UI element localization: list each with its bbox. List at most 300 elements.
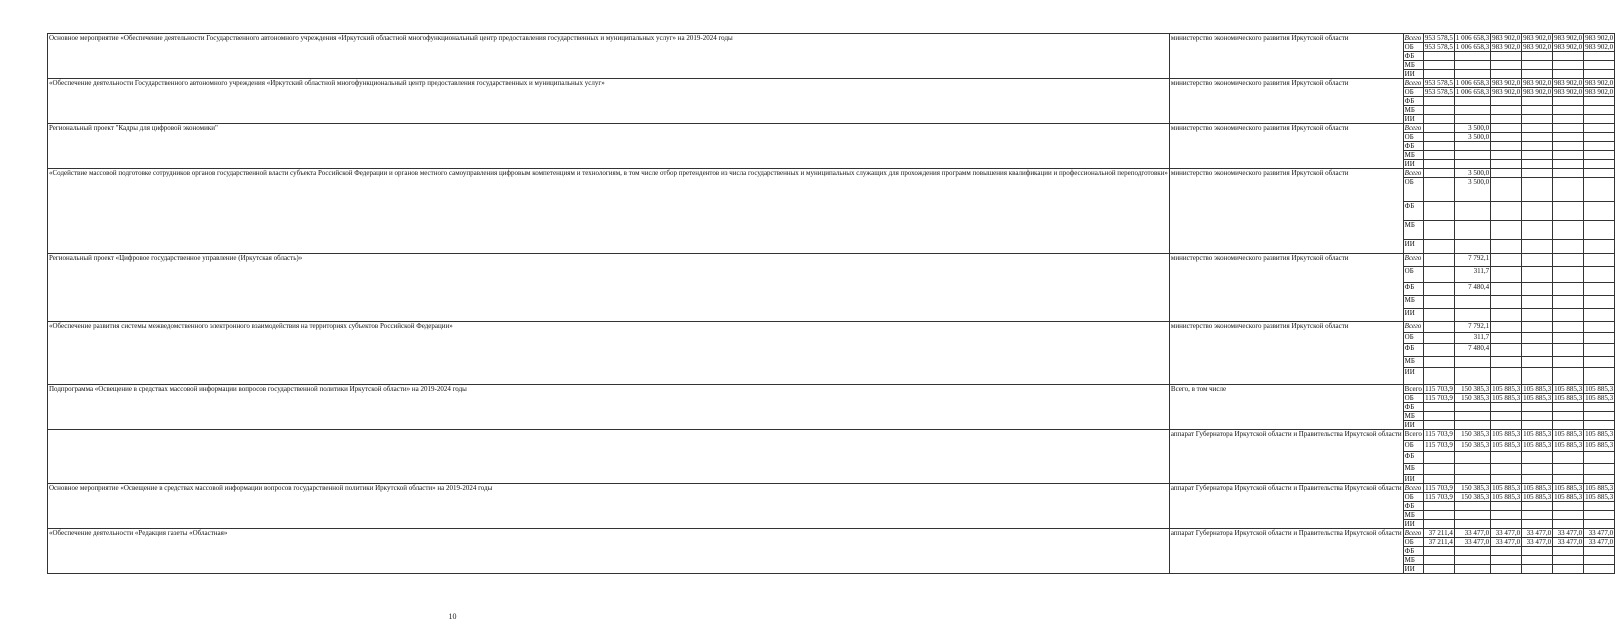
amount-cell bbox=[1423, 254, 1454, 267]
executor-name: министерство экономического развития Иркутской области bbox=[1169, 79, 1403, 124]
amount-cell: 953 578,5 bbox=[1424, 88, 1453, 96]
amount-cell bbox=[1553, 240, 1584, 254]
amount-cell: 37 211,4 bbox=[1423, 529, 1454, 538]
amount-cell bbox=[1423, 452, 1454, 464]
amount-cell bbox=[1491, 61, 1522, 70]
funding-source: ИИ bbox=[1403, 368, 1423, 385]
funding-source: ФБ bbox=[1403, 403, 1423, 412]
amount-cell bbox=[1553, 565, 1584, 574]
executor-name: министерство экономического развития Иркутской области bbox=[1169, 124, 1403, 169]
amount-cell bbox=[1584, 97, 1615, 106]
executor-name: министерство экономического развития Иркутской области bbox=[1169, 322, 1403, 385]
funding-source: МБ bbox=[1403, 61, 1423, 70]
amount-cell: 150 385,3 bbox=[1454, 493, 1490, 502]
amount-cell bbox=[1584, 283, 1615, 296]
amount-cell bbox=[1454, 520, 1490, 529]
amount-cell bbox=[1423, 202, 1454, 221]
amount-cell: 983 902,0 bbox=[1523, 79, 1552, 87]
amount-cell bbox=[1491, 70, 1522, 79]
funding-source: ОБ bbox=[1403, 333, 1423, 344]
amount-cell: 115 703,9 bbox=[1423, 441, 1454, 452]
amount-cell bbox=[1491, 452, 1522, 464]
amount-cell bbox=[1553, 124, 1584, 133]
amount-cell: 983 902,0 bbox=[1554, 88, 1583, 96]
amount-cell bbox=[1522, 169, 1553, 178]
amount-cell bbox=[1553, 142, 1584, 151]
amount-cell bbox=[1423, 556, 1454, 565]
amount-cell bbox=[1522, 547, 1553, 556]
amount-cell bbox=[1553, 254, 1584, 267]
amount-cell bbox=[1454, 452, 1490, 464]
amount-cell bbox=[1491, 283, 1522, 296]
table-row bbox=[48, 79, 1615, 88]
amount-cell: 33 477,0 bbox=[1454, 538, 1490, 547]
amount-cell: 983 902,0 bbox=[1585, 88, 1614, 96]
funding-table bbox=[47, 33, 1615, 574]
amount-cell bbox=[1454, 511, 1490, 520]
amount-cell bbox=[1454, 142, 1490, 151]
funding-source: ФБ bbox=[1403, 202, 1423, 221]
amount-cell bbox=[1423, 475, 1454, 484]
amount-cell: 37 211,4 bbox=[1423, 538, 1454, 547]
funding-source: ИИ bbox=[1403, 475, 1423, 484]
amount-cell: 983 902,0 bbox=[1492, 34, 1521, 42]
amount-cell bbox=[1584, 115, 1615, 124]
activity-name: Подпрограмма «Освещение в средствах массовой информации вопросов государственной политики Иркутской области» на 2019-2024 годы bbox=[48, 385, 1170, 430]
amount-cell bbox=[1522, 178, 1553, 202]
activity-name: «Обеспечение развития системы межведомственного электронного взаимодействия на территориях субъектов Российской Федерации» bbox=[48, 322, 1170, 385]
amount-cell bbox=[1491, 178, 1522, 202]
amount-cell bbox=[1553, 464, 1584, 475]
amount-cell bbox=[1522, 283, 1553, 296]
amount-cell bbox=[1522, 97, 1553, 106]
amount-cell bbox=[1491, 368, 1522, 385]
amount-cell bbox=[1584, 452, 1615, 464]
amount-cell: 105 885,3 bbox=[1492, 394, 1521, 402]
amount-cell bbox=[1553, 547, 1584, 556]
amount-cell bbox=[1584, 547, 1615, 556]
amount-cell bbox=[1454, 502, 1490, 511]
amount-cell bbox=[1584, 160, 1615, 169]
funding-source: МБ bbox=[1403, 106, 1423, 115]
amount-cell: 105 885,3 bbox=[1585, 385, 1614, 393]
amount-cell: 983 902,0 bbox=[1492, 43, 1521, 51]
amount-cell bbox=[1553, 160, 1584, 169]
funding-source: ФБ bbox=[1403, 97, 1423, 106]
amount-cell: 105 885,3 bbox=[1585, 394, 1614, 402]
amount-cell bbox=[1584, 169, 1615, 178]
amount-cell bbox=[1522, 556, 1553, 565]
amount-cell bbox=[1584, 565, 1615, 574]
amount-cell bbox=[1553, 115, 1584, 124]
amount-cell bbox=[1553, 502, 1584, 511]
amount-cell bbox=[1584, 240, 1615, 254]
activity-name: Основное мероприятие «Освещение в средствах массовой информации вопросов государственной политики Иркутской области» на 2019-2024 годы bbox=[48, 484, 1170, 529]
amount-cell bbox=[1522, 160, 1553, 169]
amount-cell: 115 703,9 bbox=[1425, 484, 1453, 492]
amount-cell bbox=[1454, 475, 1490, 484]
amount-cell bbox=[1553, 556, 1584, 565]
amount-cell bbox=[1491, 556, 1522, 565]
amount-cell bbox=[1584, 142, 1615, 151]
amount-cell: 953 578,5 bbox=[1424, 34, 1453, 42]
amount-cell: 105 885,3 bbox=[1522, 441, 1553, 452]
funding-source: ИИ bbox=[1403, 240, 1423, 254]
amount-cell bbox=[1491, 115, 1522, 124]
amount-cell bbox=[1423, 502, 1454, 511]
amount-cell: 105 885,3 bbox=[1491, 441, 1522, 452]
activity-name: Региональный проект «Цифровое государственное управление (Иркутская область)» bbox=[48, 254, 1170, 322]
amount-cell bbox=[1553, 475, 1584, 484]
amount-cell bbox=[1584, 357, 1615, 368]
amount-cell bbox=[1423, 421, 1454, 430]
amount-cell: 311,7 bbox=[1454, 333, 1490, 344]
amount-cell bbox=[1553, 412, 1584, 421]
activity-name: Основное мероприятие «Обеспечение деятельности Государственного автономного учреждения «Иркутский областной многофункциональный центр предоставления государственных и муниципальных услуг» на 2019-2024 годы bbox=[48, 34, 1170, 79]
amount-cell bbox=[1522, 565, 1553, 574]
amount-cell: 33 477,0 bbox=[1584, 529, 1615, 538]
funding-source: Всего bbox=[1403, 169, 1423, 178]
funding-source: ФБ bbox=[1403, 142, 1423, 151]
amount-cell bbox=[1584, 368, 1615, 385]
amount-cell bbox=[1553, 221, 1584, 240]
amount-cell: 7 480,4 bbox=[1454, 283, 1490, 296]
activity-name: «Обеспечение деятельности Государственного автономного учреждения «Иркутский областной многофункциональный центр предоставления государственных и муниципальных услуг» bbox=[48, 79, 1170, 124]
page-number: 10 bbox=[448, 612, 457, 621]
amount-cell bbox=[1522, 151, 1553, 160]
executor-name: министерство экономического развития Иркутской области bbox=[1169, 254, 1403, 322]
amount-cell bbox=[1522, 322, 1553, 333]
amount-cell bbox=[1584, 421, 1615, 430]
amount-cell: 105 885,3 bbox=[1492, 493, 1521, 501]
amount-cell bbox=[1522, 124, 1553, 133]
amount-cell bbox=[1553, 403, 1584, 412]
funding-source: ОБ bbox=[1403, 43, 1423, 52]
amount-cell bbox=[1454, 309, 1490, 322]
amount-cell bbox=[1491, 97, 1522, 106]
amount-cell bbox=[1454, 464, 1490, 475]
amount-cell: 1 006 658,3 bbox=[1455, 34, 1490, 42]
amount-cell bbox=[1584, 178, 1615, 202]
amount-cell bbox=[1522, 142, 1553, 151]
amount-cell bbox=[1491, 221, 1522, 240]
amount-cell bbox=[1454, 556, 1490, 565]
table-row bbox=[48, 385, 1615, 394]
funding-source: ОБ bbox=[1403, 88, 1423, 97]
amount-cell bbox=[1584, 322, 1615, 333]
amount-cell: 1 006 658,3 bbox=[1455, 88, 1490, 96]
amount-cell: 33 477,0 bbox=[1491, 538, 1522, 547]
amount-cell bbox=[1454, 52, 1490, 61]
amount-cell bbox=[1491, 52, 1522, 61]
table-row bbox=[48, 484, 1615, 493]
amount-cell bbox=[1553, 61, 1584, 70]
amount-cell bbox=[1423, 169, 1454, 178]
amount-cell: 3 500,0 bbox=[1454, 178, 1490, 202]
amount-cell bbox=[1522, 403, 1553, 412]
amount-cell bbox=[1522, 296, 1553, 309]
activity-name bbox=[48, 430, 1170, 484]
amount-cell bbox=[1491, 240, 1522, 254]
amount-cell bbox=[1522, 240, 1553, 254]
amount-cell bbox=[1491, 421, 1522, 430]
amount-cell bbox=[1553, 151, 1584, 160]
amount-cell bbox=[1454, 160, 1490, 169]
amount-cell: 311,7 bbox=[1454, 267, 1490, 283]
amount-cell bbox=[1491, 322, 1522, 333]
amount-cell bbox=[1423, 240, 1454, 254]
amount-cell bbox=[1423, 142, 1454, 151]
amount-cell bbox=[1553, 169, 1584, 178]
amount-cell bbox=[1454, 61, 1490, 70]
amount-cell: 3 500,0 bbox=[1454, 169, 1490, 178]
funding-source: ИИ bbox=[1403, 160, 1423, 169]
amount-cell bbox=[1423, 511, 1454, 520]
funding-source: ФБ bbox=[1403, 547, 1423, 556]
funding-source: МБ bbox=[1403, 464, 1423, 475]
amount-cell bbox=[1584, 296, 1615, 309]
funding-source: ОБ bbox=[1403, 133, 1423, 142]
amount-cell bbox=[1553, 70, 1584, 79]
amount-cell bbox=[1491, 142, 1522, 151]
funding-source: ОБ bbox=[1403, 493, 1423, 502]
funding-source: МБ bbox=[1403, 296, 1423, 309]
amount-cell: 150 385,3 bbox=[1454, 394, 1490, 403]
funding-source: Всего bbox=[1403, 254, 1423, 267]
amount-cell bbox=[1522, 502, 1553, 511]
amount-cell bbox=[1423, 267, 1454, 283]
amount-cell bbox=[1584, 464, 1615, 475]
amount-cell: 105 885,3 bbox=[1554, 385, 1583, 393]
funding-source: ИИ bbox=[1403, 520, 1423, 529]
amount-cell bbox=[1423, 368, 1454, 385]
table-row bbox=[48, 529, 1615, 538]
amount-cell bbox=[1522, 464, 1553, 475]
amount-cell bbox=[1423, 97, 1454, 106]
amount-cell bbox=[1491, 511, 1522, 520]
funding-source: Всего bbox=[1404, 385, 1422, 393]
amount-cell: 150 385,3 bbox=[1454, 430, 1490, 441]
amount-cell: 983 902,0 bbox=[1492, 79, 1521, 87]
amount-cell bbox=[1584, 202, 1615, 221]
amount-cell: 33 477,0 bbox=[1584, 538, 1615, 547]
funding-source: Всего bbox=[1403, 484, 1423, 493]
amount-cell bbox=[1491, 333, 1522, 344]
amount-cell bbox=[1423, 309, 1454, 322]
amount-cell bbox=[1491, 412, 1522, 421]
amount-cell: 983 902,0 bbox=[1554, 34, 1583, 42]
table-row bbox=[48, 254, 1615, 267]
amount-cell bbox=[1553, 368, 1584, 385]
amount-cell bbox=[1491, 502, 1522, 511]
amount-cell bbox=[1491, 106, 1522, 115]
amount-cell bbox=[1491, 464, 1522, 475]
amount-cell bbox=[1522, 357, 1553, 368]
amount-cell: 1 006 658,3 bbox=[1455, 79, 1490, 87]
amount-cell bbox=[1423, 322, 1454, 333]
amount-cell: 105 885,3 bbox=[1554, 394, 1583, 402]
amount-cell bbox=[1491, 169, 1522, 178]
funding-source: ФБ bbox=[1403, 52, 1423, 61]
funding-source: МБ bbox=[1403, 357, 1423, 368]
amount-cell: 105 885,3 bbox=[1585, 484, 1614, 492]
amount-cell bbox=[1491, 357, 1522, 368]
amount-cell bbox=[1522, 70, 1553, 79]
amount-cell bbox=[1423, 115, 1454, 124]
funding-source: Всего bbox=[1403, 124, 1423, 133]
amount-cell bbox=[1584, 556, 1615, 565]
amount-cell bbox=[1584, 412, 1615, 421]
amount-cell bbox=[1584, 151, 1615, 160]
amount-cell: 33 477,0 bbox=[1553, 529, 1584, 538]
amount-cell: 105 885,3 bbox=[1523, 385, 1552, 393]
amount-cell bbox=[1522, 106, 1553, 115]
funding-source: ОБ bbox=[1403, 394, 1423, 403]
amount-cell bbox=[1584, 133, 1615, 142]
amount-cell bbox=[1522, 61, 1553, 70]
amount-cell bbox=[1522, 520, 1553, 529]
amount-cell bbox=[1454, 151, 1490, 160]
amount-cell bbox=[1423, 160, 1454, 169]
amount-cell: 983 902,0 bbox=[1523, 43, 1552, 51]
funding-source: Всего bbox=[1403, 79, 1423, 88]
amount-cell bbox=[1584, 475, 1615, 484]
amount-cell: 983 902,0 bbox=[1585, 79, 1614, 87]
amount-cell bbox=[1553, 202, 1584, 221]
amount-cell: 105 885,3 bbox=[1523, 484, 1552, 492]
executor-name: аппарат Губернатора Иркутской области и Правительства Иркутской области bbox=[1169, 430, 1403, 484]
amount-cell bbox=[1522, 333, 1553, 344]
amount-cell bbox=[1553, 333, 1584, 344]
funding-source: МБ bbox=[1403, 412, 1423, 421]
amount-cell: 7 480,4 bbox=[1454, 344, 1490, 357]
amount-cell bbox=[1584, 511, 1615, 520]
amount-cell: 105 885,3 bbox=[1584, 441, 1615, 452]
amount-cell bbox=[1423, 133, 1454, 142]
amount-cell bbox=[1454, 412, 1490, 421]
amount-cell: 33 477,0 bbox=[1454, 529, 1490, 538]
amount-cell bbox=[1423, 565, 1454, 574]
activity-name: «Обеспечение деятельности «Редакция газеты «Областная» bbox=[48, 529, 1170, 574]
amount-cell bbox=[1491, 151, 1522, 160]
amount-cell: 150 385,3 bbox=[1454, 385, 1490, 394]
table-row bbox=[48, 169, 1615, 178]
table-row bbox=[48, 322, 1615, 333]
amount-cell bbox=[1522, 421, 1553, 430]
funding-source: Всего bbox=[1403, 430, 1423, 441]
amount-cell: 105 885,3 bbox=[1554, 484, 1583, 492]
funding-source: ИИ bbox=[1403, 565, 1423, 574]
amount-cell bbox=[1553, 322, 1584, 333]
amount-cell: 7 792,1 bbox=[1454, 322, 1490, 333]
amount-cell bbox=[1522, 221, 1553, 240]
executor-name: Всего, в том числе bbox=[1169, 385, 1403, 430]
funding-source: Всего bbox=[1403, 529, 1423, 538]
amount-cell bbox=[1522, 202, 1553, 221]
table-row bbox=[48, 430, 1615, 441]
amount-cell bbox=[1423, 357, 1454, 368]
amount-cell bbox=[1584, 309, 1615, 322]
amount-cell: 105 885,3 bbox=[1522, 430, 1553, 441]
amount-cell: 983 902,0 bbox=[1585, 34, 1614, 42]
amount-cell bbox=[1423, 283, 1454, 296]
amount-cell bbox=[1423, 70, 1454, 79]
amount-cell bbox=[1454, 70, 1490, 79]
amount-cell: 983 902,0 bbox=[1523, 88, 1552, 96]
amount-cell bbox=[1553, 296, 1584, 309]
table-row bbox=[48, 124, 1615, 133]
funding-source: ОБ bbox=[1403, 178, 1423, 202]
amount-cell bbox=[1454, 240, 1490, 254]
amount-cell bbox=[1584, 403, 1615, 412]
amount-cell bbox=[1584, 124, 1615, 133]
funding-source: ИИ bbox=[1403, 421, 1423, 430]
amount-cell: 3 500,0 bbox=[1454, 124, 1490, 133]
amount-cell bbox=[1491, 565, 1522, 574]
amount-cell bbox=[1454, 97, 1490, 106]
amount-cell bbox=[1423, 520, 1454, 529]
amount-cell bbox=[1423, 547, 1454, 556]
amount-cell: 983 902,0 bbox=[1585, 43, 1614, 51]
amount-cell bbox=[1522, 309, 1553, 322]
amount-cell bbox=[1454, 296, 1490, 309]
amount-cell bbox=[1584, 344, 1615, 357]
amount-cell: 115 703,9 bbox=[1423, 430, 1454, 441]
amount-cell bbox=[1522, 368, 1553, 385]
amount-cell bbox=[1584, 106, 1615, 115]
amount-cell: 33 477,0 bbox=[1522, 529, 1553, 538]
amount-cell bbox=[1454, 565, 1490, 574]
amount-cell bbox=[1454, 115, 1490, 124]
amount-cell bbox=[1522, 344, 1553, 357]
funding-source: ИИ bbox=[1403, 115, 1423, 124]
amount-cell bbox=[1423, 344, 1454, 357]
amount-cell: 33 477,0 bbox=[1491, 529, 1522, 538]
funding-source: ОБ bbox=[1403, 441, 1423, 452]
amount-cell bbox=[1553, 267, 1584, 283]
amount-cell: 105 885,3 bbox=[1491, 430, 1522, 441]
amount-cell bbox=[1553, 106, 1584, 115]
funding-source: Всего bbox=[1403, 322, 1423, 333]
amount-cell bbox=[1553, 511, 1584, 520]
funding-source: МБ bbox=[1403, 556, 1423, 565]
amount-cell bbox=[1491, 254, 1522, 267]
amount-cell bbox=[1454, 106, 1490, 115]
funding-source: ФБ bbox=[1403, 344, 1423, 357]
amount-cell: 105 885,3 bbox=[1523, 394, 1552, 402]
amount-cell bbox=[1423, 296, 1454, 309]
amount-cell bbox=[1491, 520, 1522, 529]
amount-cell bbox=[1553, 452, 1584, 464]
amount-cell: 1 006 658,3 bbox=[1455, 43, 1490, 51]
amount-cell bbox=[1423, 178, 1454, 202]
amount-cell bbox=[1584, 267, 1615, 283]
amount-cell bbox=[1491, 124, 1522, 133]
amount-cell bbox=[1522, 475, 1553, 484]
amount-cell bbox=[1491, 160, 1522, 169]
amount-cell: 115 703,9 bbox=[1425, 385, 1453, 393]
amount-cell bbox=[1423, 61, 1454, 70]
amount-cell bbox=[1553, 344, 1584, 357]
amount-cell bbox=[1454, 368, 1490, 385]
activity-name: «Содействие массовой подготовке сотрудников органов государственной власти субъекта Российской Федерации и органов местного самоуправления цифровым компетенциям и технологиям, в том числе отбор претендентов из числа государственных и муниципальных служащих для прохождения программ повышения квалификации и профессиональной переподготовки» bbox=[48, 169, 1170, 254]
activity-name: Региональный проект "Кадры для цифровой экономики" bbox=[48, 124, 1170, 169]
amount-cell bbox=[1584, 61, 1615, 70]
amount-cell: 983 902,0 bbox=[1554, 43, 1583, 51]
amount-cell: 150 385,3 bbox=[1454, 441, 1490, 452]
amount-cell bbox=[1454, 221, 1490, 240]
amount-cell bbox=[1491, 296, 1522, 309]
